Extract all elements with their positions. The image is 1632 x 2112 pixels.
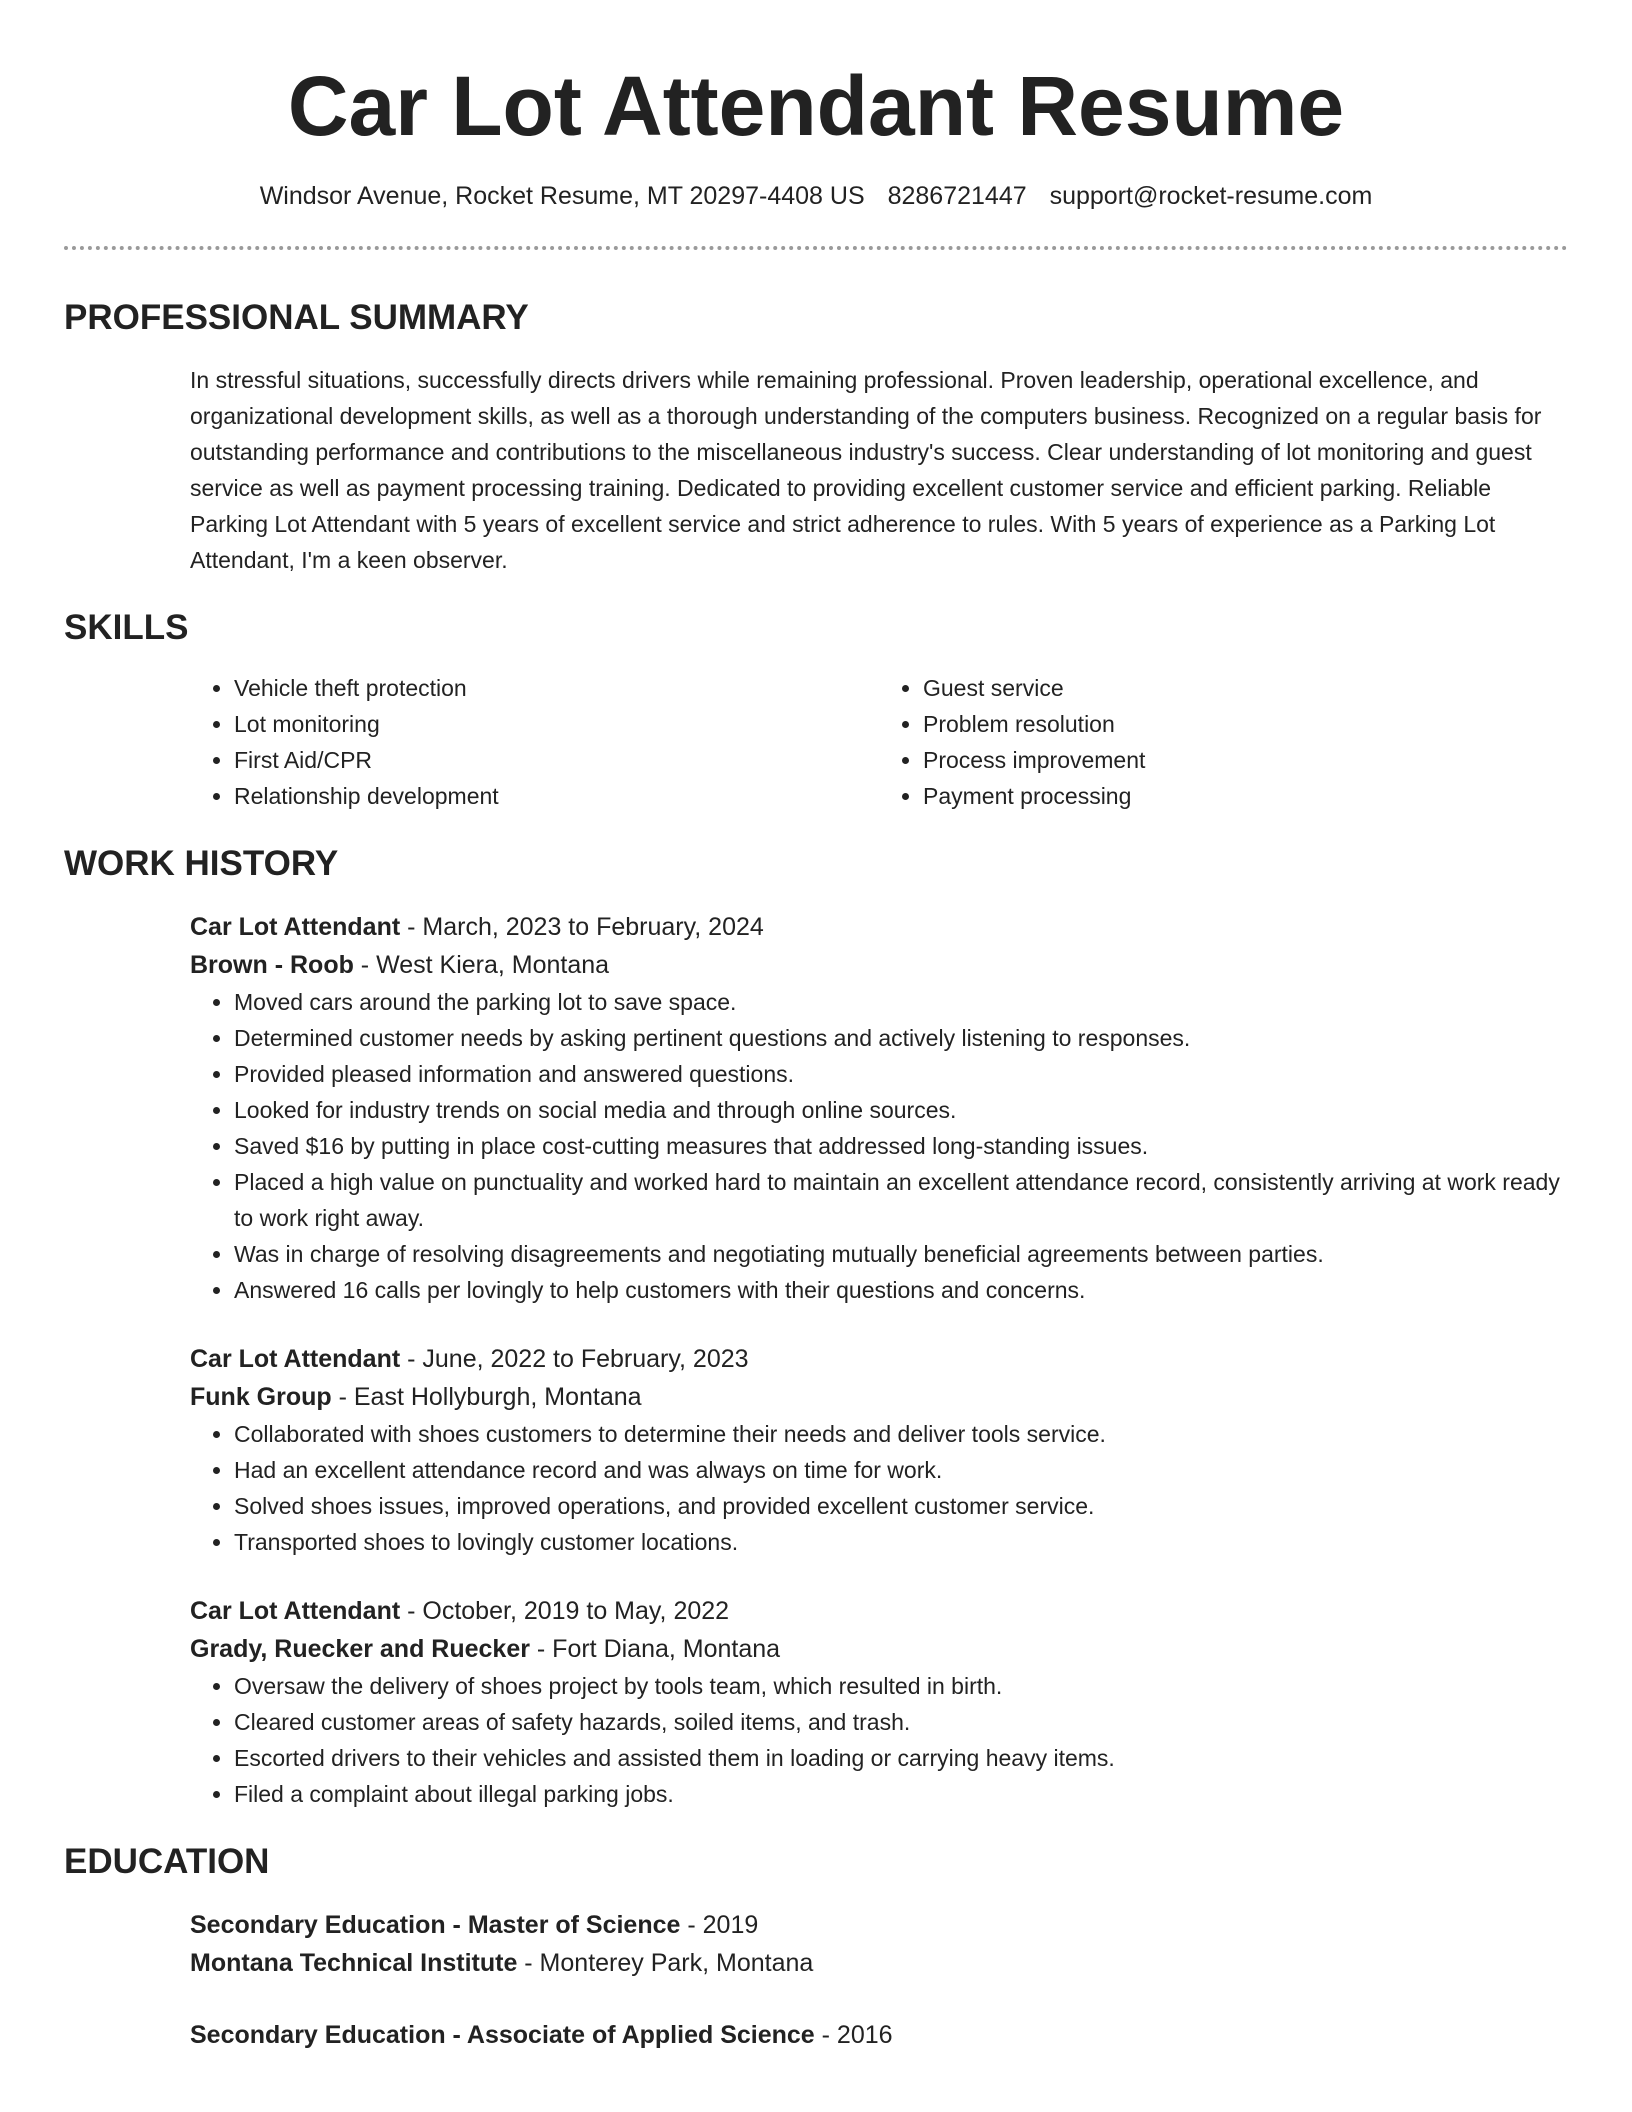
school-line [190,1944,1568,1982]
work-history-heading: WORK HISTORY [64,844,339,883]
duty-item: • Placed a high value on punctuality and worked hard to maintain an excellent attendance record, consistently arriving at work ready to work right away. [234,1164,1568,1236]
job-title-line [190,908,1568,946]
job-title-line [190,1592,1568,1630]
job-location: - West Kiera, Montana [353,951,610,979]
skills-list [190,670,1568,814]
job-role: Car Lot Attendant [190,1345,401,1373]
skill-item: • Lot monitoring [234,706,879,742]
skill-item: • Guest service [923,670,1568,706]
summary-heading: PROFESSIONAL SUMMARY [64,298,529,337]
job-dates: - March, 2023 to February, 2024 [400,913,764,941]
contact-email: support@rocket-resume.com [1049,182,1373,210]
duty-item: • Oversaw the delivery of shoes project by tools team, which resulted in birth. [234,1668,1568,1704]
school-location: - Monterey Park, Montana [517,1949,814,1977]
duty-item: • Provided pleased information and answered questions. [234,1056,1568,1092]
skill-item: • Problem resolution [923,706,1568,742]
skill-item: • Relationship development [234,778,879,814]
job-role: Car Lot Attendant [190,1597,401,1625]
duty-item: • Escorted drivers to their vehicles and assisted them in loading or carrying heavy items. [234,1740,1568,1776]
contact-phone: 8286721447 [887,182,1027,210]
duty-item: • Determined customer needs by asking pertinent questions and actively listening to responses. [234,1020,1568,1056]
summary-text: In stressful situations, successfully directs drivers while remaining professional. Proven leadership, operational excellence, and organizational development skills, as well as a thorough understanding of the computers business. Recognized on a regular basis for outstanding performance and contributions to the miscellaneous industry's success. Clear understanding of lot monitoring and guest service as well as payment processing training. Dedicated to providing excellent customer service and efficient parking. Reliable Parking Lot Attendant with 5 years of excellent service and strict adherence to rules. With 5 years of experience as a Parking Lot Attendant, I'm a keen observer. [190,367,1542,573]
duty-item: • Saved $16 by putting in place cost-cutting measures that addressed long-standing issues. [234,1128,1568,1164]
duty-item: • Solved shoes issues, improved operations, and provided excellent customer service. [234,1488,1568,1524]
job-company-line [190,1630,1568,1668]
duty-item: • Cleared customer areas of safety hazards, soiled items, and trash. [234,1704,1568,1740]
job-location: - Fort Diana, Montana [529,1635,781,1663]
degree-name: Secondary Education - Master of Science [190,1911,681,1939]
skill-item: • Vehicle theft protection [234,670,879,706]
degree-line [190,2016,1568,2054]
degree-line [190,1906,1568,1944]
school-name: Montana Technical Institute [190,1949,518,1977]
job-company: Brown - Roob [190,951,354,979]
job-duties [190,1668,1568,1812]
job-duties [190,984,1568,1308]
job-dates: - October, 2019 to May, 2022 [400,1597,730,1625]
job-dates: - June, 2022 to February, 2023 [400,1345,749,1373]
job-entry [190,1592,1568,1812]
duty-item: • Moved cars around the parking lot to save space. [234,984,1568,1020]
duty-item: • Transported shoes to lovingly customer locations. [234,1524,1568,1560]
degree-year: - 2019 [680,1911,759,1939]
job-entry [190,1340,1568,1560]
skills-column-right [879,670,1568,814]
resume-page [64,0,1568,2054]
job-company: Grady, Ruecker and Ruecker [190,1635,530,1663]
skill-item: • Process improvement [923,742,1568,778]
skills-column-left [190,670,879,814]
education-entry [190,2016,1568,2054]
contact-line [64,178,1568,214]
contact-address: Windsor Avenue, Rocket Resume, MT 20297-4408 US [259,182,865,210]
education-entry [190,1906,1568,1982]
job-location: - East Hollyburgh, Montana [331,1383,642,1411]
resume-title: Car Lot Attendant Resume [287,59,1345,153]
skill-item: • Payment processing [923,778,1568,814]
job-company-line [190,946,1568,984]
job-entry [190,908,1568,1308]
duty-item: • Was in charge of resolving disagreements and negotiating mutually beneficial agreements between parties. [234,1236,1568,1272]
job-company: Funk Group [190,1383,332,1411]
job-role: Car Lot Attendant [190,913,401,941]
job-company-line [190,1378,1568,1416]
skills-heading: SKILLS [64,608,189,647]
job-duties [190,1416,1568,1560]
skill-item: • First Aid/CPR [234,742,879,778]
duty-item: • Filed a complaint about illegal parking jobs. [234,1776,1568,1812]
job-title-line [190,1340,1568,1378]
degree-year: - 2016 [814,2021,893,2049]
duty-item: • Looked for industry trends on social media and through online sources. [234,1092,1568,1128]
education-heading: EDUCATION [64,1842,270,1881]
duty-item: • Had an excellent attendance record and was always on time for work. [234,1452,1568,1488]
duty-item: • Collaborated with shoes customers to determine their needs and deliver tools service. [234,1416,1568,1452]
degree-name: Secondary Education - Associate of Applied Science [190,2021,815,2049]
header-divider [64,246,1568,250]
duty-item: • Answered 16 calls per lovingly to help customers with their questions and concerns. [234,1272,1568,1308]
